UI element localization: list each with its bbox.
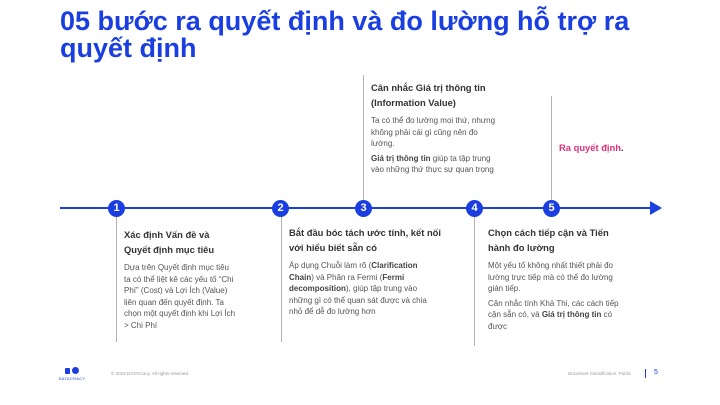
step-1-paragraph xyxy=(124,262,236,332)
document-classification: Document Classification: Public xyxy=(568,371,632,376)
step-2-paragraph xyxy=(289,260,441,318)
step-4-block xyxy=(488,225,628,336)
step-4-title: Chọn cách tiếp cận và Tiến hành đo lường xyxy=(488,227,609,253)
datacracy-logo xyxy=(54,367,90,381)
step-3-title: Cân nhắc Giá trị thông tin (Information Value) xyxy=(371,82,486,108)
slide-title: 05 bước ra quyết định và đo lường hỗ trợ ra quyết định xyxy=(60,6,630,63)
step-2-connector xyxy=(281,216,282,342)
step-1-title: Xác định Vấn đề và Quyết định mục tiêu xyxy=(124,229,215,255)
step-3-number-badge: 3 xyxy=(355,200,372,217)
timeline-arrowhead-icon xyxy=(650,201,662,215)
copyright-text: © 2023 DATACracy. All rights reserved. xyxy=(111,371,190,376)
body-text: Ta có thể đo lường mọi thứ, nhưng không phải cái gì cũng nên đo lường. xyxy=(371,116,496,149)
step-1-number-badge: 1 xyxy=(108,200,125,217)
step-4-paragraph xyxy=(488,298,628,333)
step-1-block xyxy=(124,227,236,335)
step-4-connector xyxy=(474,216,475,346)
body-text: ) và Phân ra Fermi ( xyxy=(311,272,383,282)
step-5-accent-suffix: . xyxy=(620,142,624,153)
step-2-number-badge: 2 xyxy=(272,200,289,217)
emphasized-text: Fermi decomposition xyxy=(289,272,405,294)
page-number: 5 xyxy=(654,369,658,376)
body-text: Dựa trên Quyết định mục tiêu ta có thể liệt kê các yếu tố “Chi Phí” (Cost) và Lợi Ích (Value) liên quan đến quyết định. Ta chọn một quyết định khi Lợi Ích > Chi Phí xyxy=(124,263,236,330)
step-5-block xyxy=(559,138,679,156)
body-text: giúp ta tập trung vào những thứ thực sự quan trọng xyxy=(371,153,494,175)
step-3-paragraph xyxy=(371,115,496,150)
body-text: Cân nhắc tính Khả Thi, các cách tiếp cận sẵn có, và xyxy=(488,298,619,320)
step-4-number-badge: 4 xyxy=(466,200,483,217)
step-5-connector xyxy=(551,96,552,200)
step-3-connector xyxy=(363,75,364,200)
step-2-block xyxy=(289,225,441,321)
logo-text: DATACRACY xyxy=(58,376,86,381)
step-4-paragraph xyxy=(488,260,628,295)
body-text: Áp dụng Chuỗi làm rõ ( xyxy=(289,261,372,270)
step-5-number-badge: 5 xyxy=(543,200,560,217)
emphasized-text: Giá trị thông tin xyxy=(371,153,431,163)
step-3-block xyxy=(371,80,496,179)
step-2-title: Bắt đầu bóc tách ước tính, kết nối với hiểu biết sẵn có xyxy=(289,227,442,253)
emphasized-text: Giá trị thông tin xyxy=(541,310,602,320)
body-text: ), giúp tập trung vào những gì có thể quan sát được và chia nhỏ để dễ đo lường hơn xyxy=(289,284,427,317)
footer-divider xyxy=(645,369,646,378)
emphasized-text: Clarification Chain xyxy=(289,261,418,282)
step-5-accent-text: Ra quyết định xyxy=(559,142,621,153)
body-text: có được xyxy=(488,310,613,331)
logo-mark-icon xyxy=(64,367,80,375)
step-3-paragraph xyxy=(371,153,496,176)
step-1-connector xyxy=(116,216,117,342)
body-text: Một yếu tố không nhất thiết phải đo lường trực tiếp mà có thể đo lường gián tiếp. xyxy=(488,261,613,294)
